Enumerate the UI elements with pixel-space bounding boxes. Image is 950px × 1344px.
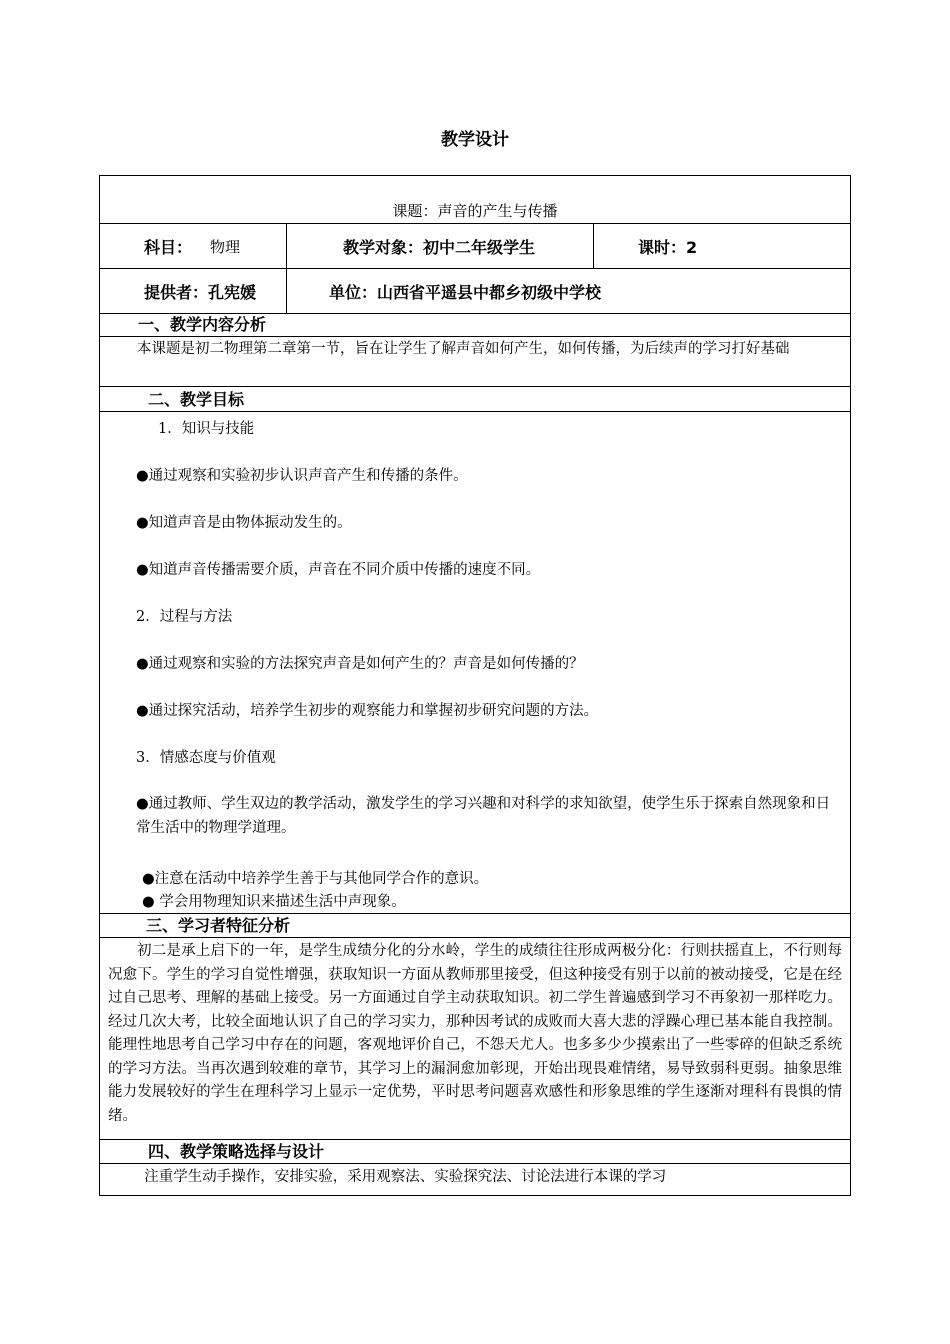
goal-item: ●注意在活动中培养学生善于与其他同学合作的意识。 [142,871,489,887]
provider-cell [100,269,287,313]
strategy-text: 注重学生动手操作，安排实验，采用观察法、实验探究法、讨论法进行本课的学习 [144,1169,667,1185]
goal-item: ● 学会用物理知识来描述生活中声现象。 [142,894,406,910]
goal-heading-attitude: 3．情感态度与价值观 [136,750,276,766]
provider-text: 提供者：孔宪媛 [144,283,257,302]
lesson-plan-table [99,175,851,1196]
hours-cell [594,224,850,268]
goal-item: ●通过观察和实验初步认识声音产生和传播的条件。 [136,468,468,484]
unit-text: 单位：山西省平遥县中都乡初级中学校 [329,283,602,302]
section-heading-goals: 二、教学目标 [100,387,850,412]
goal-heading-knowledge: 1．知识与技能 [158,421,255,437]
goal-item: ●通过探究活动，培养学生初步的观察能力和掌握初步研究问题的方法。 [136,703,599,719]
goal-item: ●通过教师、学生双边的教学活动，激发学生的学习兴趣和对科学的求知欲望，使学生乐于探索自然现象和日常生活中的物理学道理。 [136,796,831,836]
goal-item: ●知道声音是由物体振动发生的。 [136,515,352,531]
learner-analysis-text: 初二是承上启下的一年，是学生成绩分化的分水岭，学生的成绩往往形成两极分化：行则扶摇直上，不行则每况愈下。学生的学习自觉性增强，获取知识一方面从教师那里接受，但这种接受有别于以前的被动接受，它是在经过自己思考、理解的基础上接受。另一方面通过自学主动获取知识。初二学生普遍感到学习不再象初一那样吃力。经过几次大考，比较全面地认识了自己的学习实力，那种因考试的成败而大喜大悲的浮躁心理已基本能自我控制。能理性地思考自己学习中存在的问题，客观地评价自己，不怨天尤人。也多多少少摸索出了一些零碎的但缺乏系统的学习方法。当再次遇到较难的章节，其学习上的漏洞愈加彰现，开始出现畏难情绪，易导致弱科更弱。抽象思维能力发展较好的学生在理科学习上显示一定优势，平时思考问题喜欢感性和形象思维的学生逐渐对理科有畏惧的情绪。 [100,938,850,1140]
section-heading-strategy: 四、教学策略选择与设计 [100,1140,850,1164]
document-title: 教学设计 [441,130,509,150]
provider-row [100,269,850,314]
goals-body [100,412,850,914]
content-analysis-text: 本课题是初二物理第二章第一节，旨在让学生了解声音如何产生，如何传播，为后续声的学习打好基础 [100,337,850,387]
hours-text: 课时：2 [638,238,698,257]
subject-label: 科目： [144,238,193,257]
audience-text: 教学对象：初中二年级学生 [343,238,536,257]
section-heading-content-analysis: 一、教学内容分析 [100,314,850,337]
audience-cell [287,224,594,268]
info-row [100,224,850,269]
unit-cell [287,269,850,313]
course-topic: 课题：声音的产生与传播 [392,202,558,220]
subject-cell [100,224,287,268]
topic-row [100,176,850,224]
section-heading-learner-analysis: 三、学习者特征分析 [100,914,850,938]
subject-value: 物理 [210,238,241,256]
goal-item: ●知道声音传播需要介质，声音在不同介质中传播的速度不同。 [136,562,541,578]
goal-heading-process: 2．过程与方法 [136,609,233,625]
goal-item: ●通过观察和实验的方法探究声音是如何产生的？声音是如何传播的？ [136,656,584,672]
